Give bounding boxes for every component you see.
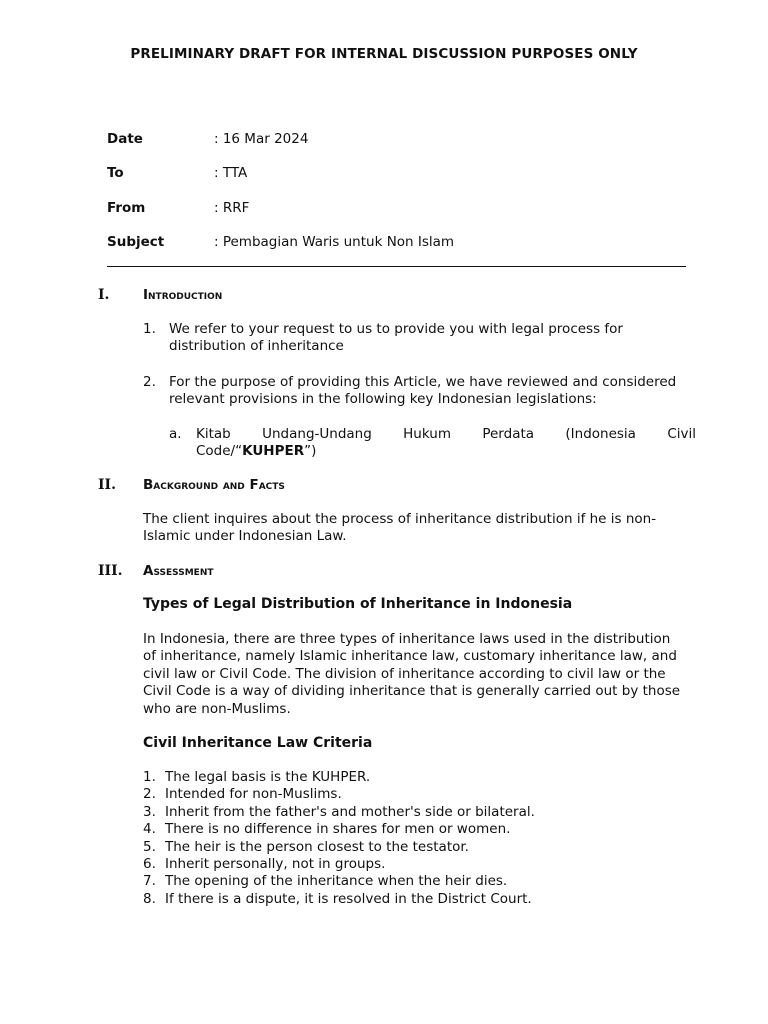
document-header: PRELIMINARY DRAFT FOR INTERNAL DISCUSSION PURPOSES ONLY (130, 46, 638, 62)
background-line-2: Islamic under Indonesian Law. (143, 528, 347, 545)
subheading-criteria: Civil Inheritance Law Criteria (143, 735, 373, 751)
background-line-1: The client inquires about the process of inheritance distribution if he is non- (143, 511, 657, 527)
from-label: From (107, 200, 146, 216)
memo-divider (107, 266, 686, 267)
criteria-list (143, 769, 696, 908)
legislation-a-number: a. (169, 426, 182, 442)
list-item: 2. Intended for non-Muslims. (143, 786, 342, 803)
assessment-line-1: In Indonesia, there are three types of inheritance laws used in the distribution (143, 631, 671, 647)
subject-label: Subject (107, 234, 165, 250)
kuhper-term: KUHPER (242, 443, 305, 459)
list-item: 6. Inherit personally, not in groups. (143, 856, 386, 873)
section-2-number: II. (98, 477, 116, 493)
list-item: 7. The opening of the inheritance when the heir dies. (143, 873, 508, 890)
legislation-a-text (196, 426, 696, 460)
list-item: 3. Inherit from the father's and mother's side or bilateral. (143, 803, 535, 820)
list-item: 5. The heir is the person closest to the testator. (143, 838, 469, 855)
legislation-a-line-1: Kitab Undang-Undang Hukum Perdata (Indonesia Civil (196, 426, 696, 442)
intro-item-1-number: 1. (143, 321, 156, 337)
section-1-title: Introduction (143, 287, 223, 303)
assessment-line-2: of inheritance, namely Islamic inheritance law, customary inheritance law, and (143, 648, 677, 665)
legislation-a-line-2: Code/“KUHPER”) (196, 443, 317, 459)
section-3-title: Assessment (143, 563, 214, 579)
intro-item-2-line-1: For the purpose of providing this Article, we have reviewed and considered (169, 374, 677, 390)
assessment-line-5: who are non-Muslims. (143, 700, 291, 717)
intro-item-1-line-2: distribution of inheritance (169, 338, 344, 354)
from-value: : RRF (214, 200, 250, 216)
intro-item-2-line-2: relevant provisions in the following key Indonesian legislations: (169, 391, 597, 407)
section-2-title: Background and Facts (143, 477, 285, 493)
list-item: 4. There is no difference in shares for men or women. (143, 821, 511, 838)
assessment-line-3: civil law or Civil Code. The division of inheritance according to civil law or the (143, 665, 666, 682)
list-item: 8. If there is a dispute, it is resolved in the District Court. (143, 890, 532, 907)
section-1-number: I. (98, 287, 110, 303)
assessment-paragraph (143, 631, 696, 718)
intro-item-2-text (169, 374, 696, 408)
subheading-types: Types of Legal Distribution of Inheritance in Indonesia (143, 596, 573, 612)
intro-item-1-text (169, 321, 696, 355)
intro-item-1-line-1: We refer to your request to us to provide you with legal process for (169, 321, 623, 337)
to-value: : TTA (214, 165, 248, 181)
to-label: To (107, 165, 124, 181)
subject-value: : Pembagian Waris untuk Non Islam (214, 234, 455, 250)
section-3-number: III. (98, 563, 123, 579)
list-item: 1. The legal basis is the KUHPER. (143, 769, 371, 785)
date-value: : 16 Mar 2024 (214, 131, 309, 147)
background-paragraph (143, 511, 696, 546)
date-label: Date (107, 131, 143, 147)
assessment-line-4: Civil Code is a way of dividing inheritance that is generally carried out by those (143, 683, 681, 700)
intro-item-2-number: 2. (143, 374, 156, 390)
